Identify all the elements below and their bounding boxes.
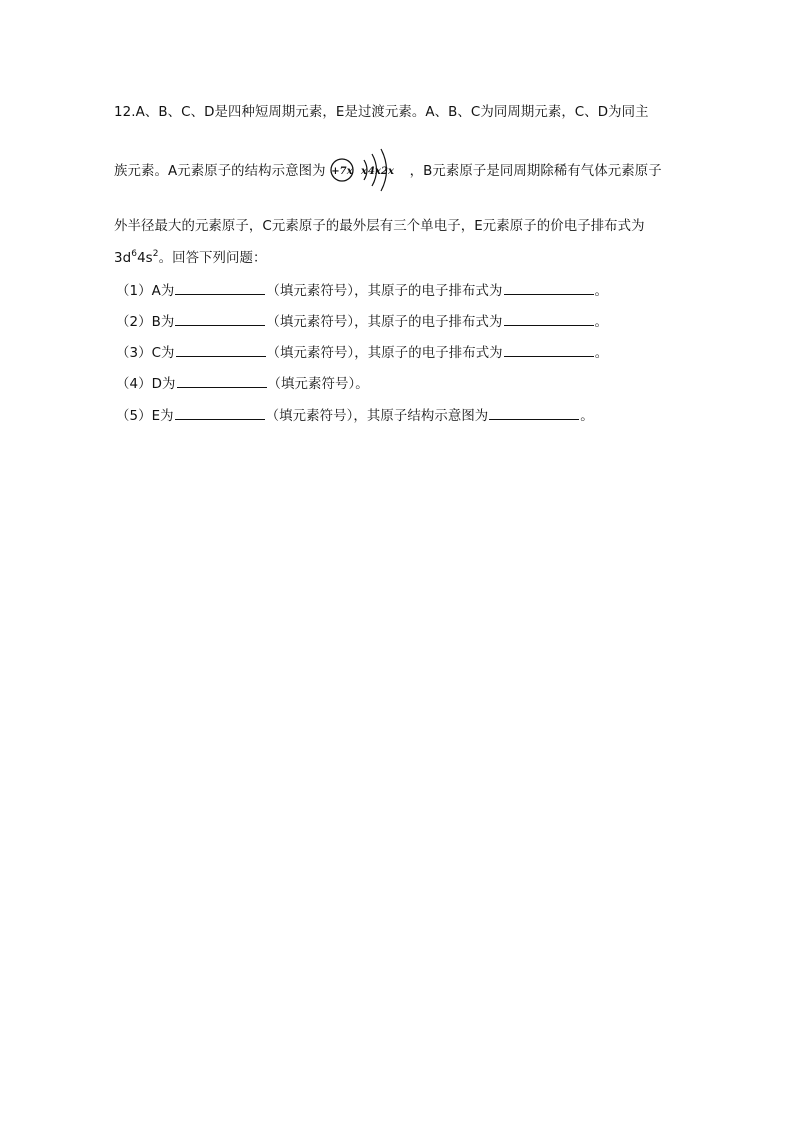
- answer-blank-2a[interactable]: [175, 312, 265, 326]
- question-1-hint: （填元素符号），其原子的电子排布式为: [266, 284, 503, 299]
- problem-line-2: [114, 161, 662, 181]
- question-5-suffix: 。: [580, 409, 594, 424]
- problem-line-2-before: 族元素。A元素原子的结构示意图为: [114, 164, 326, 179]
- valence-config-4s-exponent: 2: [152, 248, 159, 259]
- question-4: [116, 374, 369, 394]
- problem-line-3: 外半径最大的元素原子，C元素原子的最外层有三个单电子，E元素原子的价电子排布式为: [114, 219, 645, 234]
- question-3-prefix: （3）C为: [116, 346, 175, 361]
- answer-blank-3b[interactable]: [504, 343, 594, 357]
- answer-blank-3a[interactable]: [176, 343, 266, 357]
- question-5: [116, 406, 594, 426]
- answer-blank-4a[interactable]: [177, 374, 267, 388]
- valence-config-3d-exponent: 6: [131, 248, 138, 259]
- question-2-suffix: 。: [594, 315, 609, 330]
- answer-blank-1a[interactable]: [175, 281, 265, 295]
- problem-line-1: 12.A、B、C、D是四种短周期元素，E是过渡元素。A、B、C为同周期元素，C、D为同主: [114, 105, 649, 120]
- shell-1-electrons: x: [360, 166, 367, 177]
- question-4-hint: （填元素符号）。: [267, 377, 369, 392]
- problem-line-4: [114, 250, 267, 268]
- answer-blank-5a[interactable]: [175, 406, 265, 420]
- question-5-hint: （填元素符号），其原子结构示意图为: [265, 409, 489, 424]
- question-3-suffix: 。: [594, 346, 609, 361]
- shell-2-electrons: 4x: [367, 166, 381, 177]
- answer-blank-1b[interactable]: [504, 281, 594, 295]
- valence-config-4s: 4s: [137, 251, 153, 266]
- shell-3-electrons: 2x: [380, 166, 394, 177]
- question-1-suffix: 。: [594, 284, 608, 299]
- question-1: [116, 281, 608, 301]
- problem-line-4-suffix: 。回答下列问题：: [158, 251, 267, 266]
- problem-line-2-after: ，B元素原子是同周期除稀有气体元素原子: [409, 164, 662, 179]
- question-1-prefix: （1）A为: [116, 284, 175, 299]
- nucleus-charge-label: +7x: [330, 166, 353, 177]
- question-3: [116, 343, 608, 363]
- question-2-prefix: （2）B为: [116, 315, 175, 330]
- question-4-prefix: （4）D为: [116, 377, 176, 392]
- answer-blank-5b[interactable]: [489, 406, 579, 420]
- question-3-hint: （填元素符号），其原子的电子排布式为: [266, 346, 503, 361]
- question-2: [116, 312, 608, 332]
- valence-config-3d: 3d: [114, 251, 132, 266]
- question-5-prefix: （5）E为: [116, 409, 174, 424]
- answer-blank-2b[interactable]: [504, 312, 594, 326]
- atom-structure-diagram: [328, 148, 410, 192]
- question-2-hint: （填元素符号），其原子的电子排布式为: [266, 315, 503, 330]
